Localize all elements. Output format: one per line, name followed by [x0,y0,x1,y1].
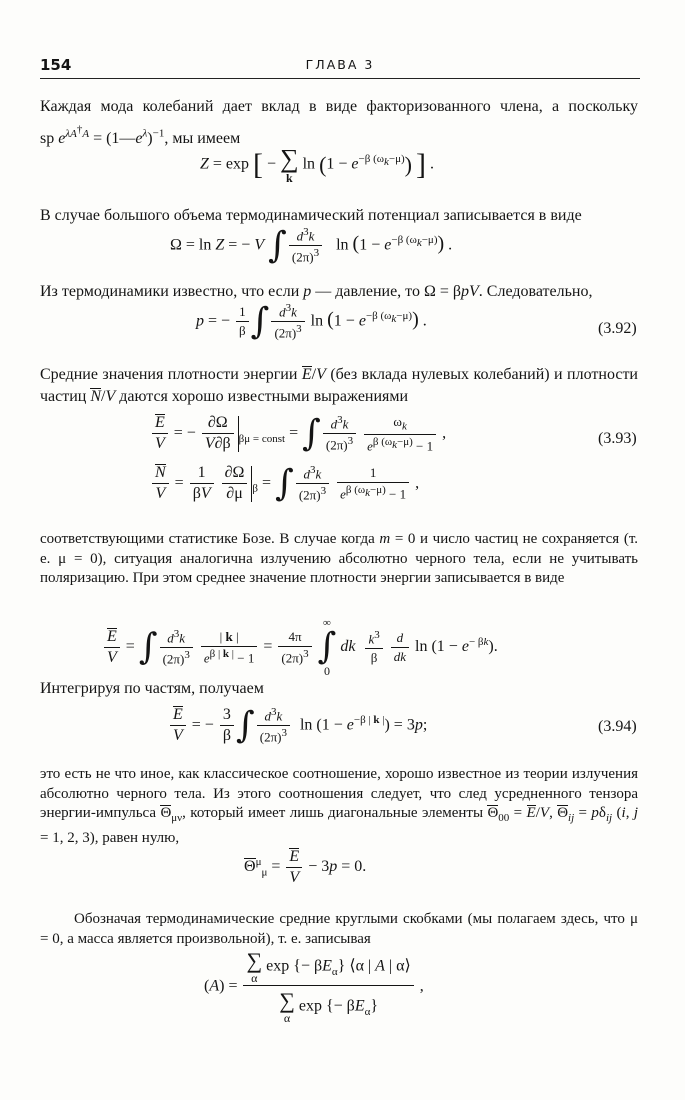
equation-number-3-92: (3.92) [598,320,637,337]
equation-3-93-density: $\frac{N}{V}$ = $\frac{1}{\beta V}$ $\frac{\partial\Omega}{\partial\mu}$ $_\beta$ = ∫ $\frac{d^3k}{(2\pi)^3}$ $\frac{1}{e^{\beta (\omega_k-\mu)} - 1}$ , [150,464,419,504]
paragraph-7: это есть не что иное, как классическое соотношение, хорошо известное из теории излучения абсолютно черного тела. Из этого соотношения следует, что след усредненного тензора энергии-импульса $\Theta_{\mu\nu}$, который имеет лишь диагональные элементы $\Theta_{00} = E/V$, $\Theta_{ij} = p\delta_{ij}$ (i, j = 1, 2, 3), равен нулю, [40,766,638,846]
chapter-title: ГЛАВА 3 [305,57,375,72]
page-header [40,56,640,79]
equation-number-3-94: (3.94) [598,718,637,735]
paragraph-6-text: Интегрируя по частям, получаем [40,680,264,697]
equation-omega: Ω = ln Z = − V ∫ $\frac{d^3k}{(2\pi)^3}$ $\ln (1 - e^{-\beta (\omega_k-\mu)})$ . [170,224,453,266]
equation-3-92: p = − $\frac{1}{\beta}$ ∫ $\frac{d^3k}{(2\pi)^3}$ $\ln (1 - e^{-\beta (\omega_k-\mu)})$ . [196,300,427,342]
equation-number-3-93: (3.93) [598,430,637,447]
page-number: 154 [40,56,72,74]
paragraph-8: Обозначая термодинамические средние круглыми скобками (мы полагаем здесь, что μ = 0, а масса является произвольной), т. е. записывая [40,911,638,947]
equation-trace: $\Theta^\mu_\mu$ = $\frac{E}{V}$ − 3p = 0. [244,848,367,886]
paragraph-4: Средние значения плотности энергии E/V (без вклада нулевых колебаний) и плотности частиц N/V даются хорошо известными выражениями [40,366,638,405]
paragraph-1: Каждая мода колебаний дает вклад в виде факторизованного члена, а поскольку sp $e^{\lambda A^\dagger A}$ = $(1—e^\lambda)^{-1}$, мы имеем [40,98,638,147]
paragraph-6 [40,678,638,700]
equation-3-94: $\frac{E}{V}$ = − $\frac{3}{\beta}$ ∫ $\frac{d^3k}{(2\pi)^3}$ $\ln (1 - e^{-\beta | k |}) = 3p$; [168,706,427,746]
paragraph-5: соответствующими статистике Бозе. В случае когда m = 0 и число частиц не сохраняется (т. е. μ = 0), ситуация аналогична излучению абсолютно черного тела, если не учитывать поляризацию. При этом среднее значение плотности энергии записывается в виде [40,531,638,586]
equation-partition-function: Z = exp [ − ∑ k $\ln (1 - e^{-\beta (\omega_k-\mu)})$ ] . [200,144,434,185]
equation-blackbody-energy: $\frac{E}{V}$ = ∫ $\frac{d^3k}{(2\pi)^3}$ $\frac{| k |}{e^{\beta | k |} - 1}$ = $\frac{4\pi}{(2\pi)^3}$ ∞ ∫ 0 dk $\frac{k^3}{\beta}$ $\frac{d}{dk}$ $\ln (1 - e^{- \beta k})$. [102,618,498,677]
equation-thermal-average: (A) = ∑ α exp {− $\beta E_\alpha$} ⟨α | A | α⟩ ∑ α exp {− $\beta E_\alpha$} , [204,948,424,1025]
paragraph-2-text: В случае большого объема термодинамический потенциал записывается в виде [40,207,582,224]
paragraph-3: Из термодинамики известно, что если p — давление, то Ω = βpV. Следовательно, [40,283,593,300]
equation-3-93-energy: $\frac{E}{V}$ = − $\frac{\partial\Omega}{V\partial\beta}$ $_{\beta\mu = const}$ = ∫ $\frac{d^3k}{(2\pi)^3}$ $\frac{\omega_k}{e^{\beta (\omega_k-\mu)} - 1}$ , [150,414,446,454]
paragraph-2 [40,205,638,227]
